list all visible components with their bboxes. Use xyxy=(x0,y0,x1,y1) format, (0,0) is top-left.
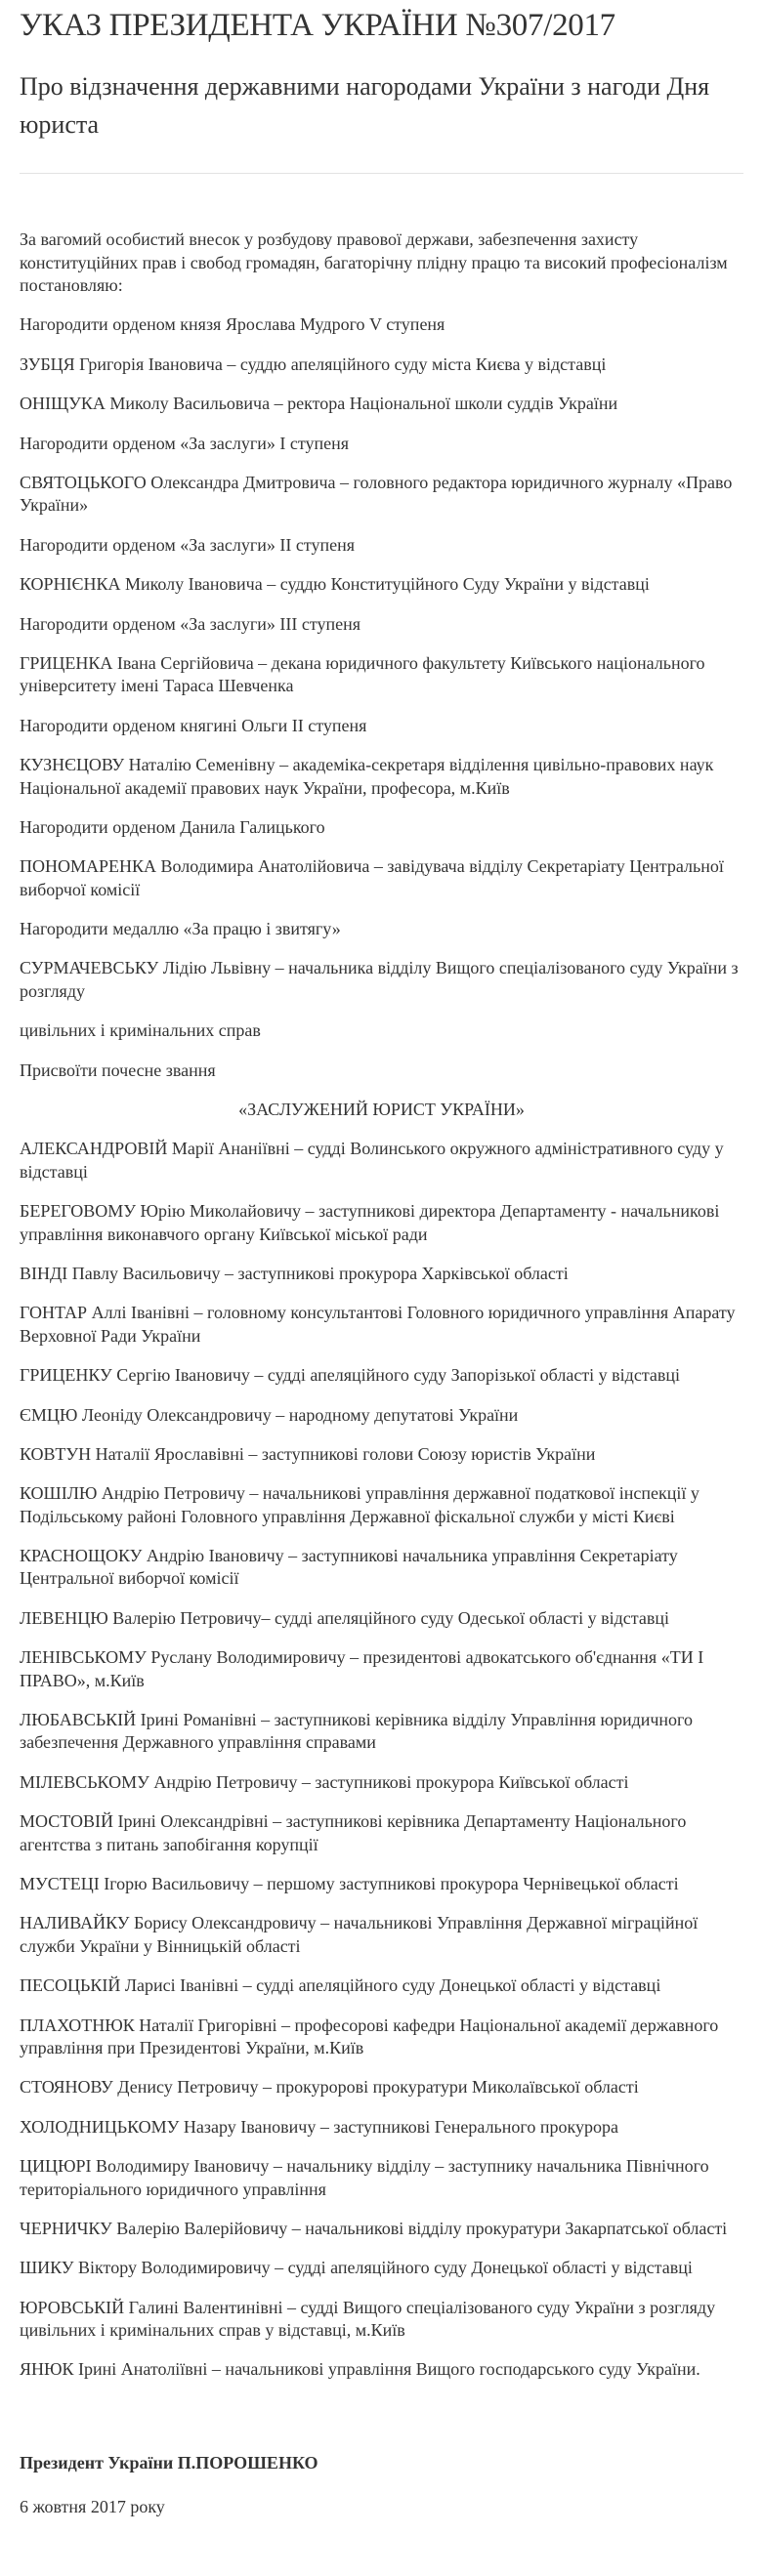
honorary-title-heading: «ЗАСЛУЖЕНИЙ ЮРИСТ УКРАЇНИ» xyxy=(238,1100,525,1120)
paragraph: Нагородити орденом князя Ярослава Мудрого V ступеня xyxy=(20,314,445,335)
paragraph: За вагомий особистий внесок у розбудову правової держави, забезпечення захисту конституційних прав і свобод громадян, багаторічну плідну працю та високий професіоналізм постановляю: xyxy=(20,229,728,296)
paragraph: МОСТОВІЙ Ірині Олександрівні – заступникові керівника Департаменту Національного агентства з питань запобігання корупції xyxy=(20,1811,687,1854)
paragraph: СТОЯНОВУ Денису Петровичу – прокуророві прокуратури Миколаївської області xyxy=(20,2077,639,2098)
paragraph: ГРИЦЕНКА Івана Сергійовича – декана юридичного факультету Київського національного університету імені Тараса Шевченка xyxy=(20,652,705,696)
paragraph: ХОЛОДНИЦЬКОМУ Назару Івановичу – заступникові Генерального прокурора xyxy=(20,2116,618,2137)
page-title: УКАЗ ПРЕЗИДЕНТА УКРАЇНИ №307/2017 xyxy=(20,8,615,43)
paragraph: ЄМЦЮ Леоніду Олександровичу – народному депутатові України xyxy=(20,1404,519,1425)
paragraph: Присвоїти почесне звання xyxy=(20,1059,216,1080)
paragraph: СВЯТОЦЬКОГО Олександра Дмитровича – головного редактора юридичного журналу «Право України» xyxy=(20,472,733,516)
paragraph: Нагородити орденом Данила Галицького xyxy=(20,816,325,837)
paragraph: БЕРЕГОВОМУ Юрію Миколайовичу – заступникові директора Департаменту - начальникові управління виконавчого органу Київської міської ради xyxy=(20,1201,720,1244)
paragraph: ЛЕВЕНЦЮ Валерію Петровичу– судді апеляційного суду Одеської області у відставці xyxy=(20,1607,669,1628)
paragraph: ОНІЩУКА Миколу Васильовича – ректора Національної школи суддів України xyxy=(20,394,618,414)
paragraph: Нагородити медаллю «За працю і звитягу» xyxy=(20,919,341,939)
paragraph: Нагородити орденом «За заслуги» II ступеня xyxy=(20,534,356,555)
paragraph: ГОНТАР Аллі Іванівні – головному консультантові Головного юридичного управління Апарату Верховної Ради України xyxy=(20,1303,736,1346)
paragraph: КОРНІЄНКА Миколу Івановича – суддю Конституційного Суду України у відставці xyxy=(20,574,650,595)
paragraph: цивільних і кримінальних справ xyxy=(20,1020,261,1041)
decree-date: 6 жовтня 2017 року xyxy=(20,2497,165,2517)
paragraph: ЛЕНІВСЬКОМУ Руслану Володимировичу – президентові адвокатського об'єднання «ТИ І ПРАВО», м.Київ xyxy=(20,1647,704,1690)
paragraph: ЛЮБАВСЬКІЙ Ірині Романівні – заступникові керівника відділу Управління юридичного забезпечення Державного управління справами xyxy=(20,1710,693,1753)
paragraph: Нагородити орденом «За заслуги» III ступеня xyxy=(20,613,361,634)
paragraph: ЯНЮК Ірині Анатоліївні – начальникові управління Вищого господарського суду України. xyxy=(20,2359,700,2380)
paragraph: ВІНДІ Павлу Васильовичу – заступникові прокурора Харківської області xyxy=(20,1263,569,1283)
page-subtitle: Про відзначення державними нагородами України з нагоди Дня юриста xyxy=(20,72,710,140)
paragraph: НАЛИВАЙКУ Борису Олександровичу – начальникові Управління Державної міграційної служби України у Вінницькій області xyxy=(20,1913,699,1956)
paragraph: ПЕСОЦЬКІЙ Ларисі Іванівні – судді апеляційного суду Донецької області у відставці xyxy=(20,1975,661,1996)
paragraph: ЗУБЦЯ Григорія Івановича – суддю апеляційного суду міста Києва у відставці xyxy=(20,353,607,374)
signature: Президент України П.ПОРОШЕНКО xyxy=(20,2452,318,2472)
paragraph: МІЛЕВСЬКОМУ Андрію Петровичу – заступникові прокурора Київської області xyxy=(20,1771,629,1792)
decree-body xyxy=(20,174,743,2382)
paragraph: ЦИЦЮРІ Володимиру Івановичу – начальнику відділу – заступнику начальника Північного територіального юридичного управління xyxy=(20,2156,709,2199)
paragraph: Нагородити орденом княгині Ольги II ступеня xyxy=(20,715,367,735)
paragraph: ГРИЦЕНКУ Сергію Івановичу – судді апеляційного суду Запорізької області у відставці xyxy=(20,1365,681,1386)
paragraph: ЮРОВСЬКІЙ Галині Валентинівні – судді Вищого спеціалізованого суду України з розгляду цивільних і кримінальних справ у відставці, м.Київ xyxy=(20,2297,716,2341)
paragraph: КРАСНОЩОКУ Андрію Івановичу – заступникові начальника управління Секретаріату Центральної виборчої комісії xyxy=(20,1546,678,1589)
paragraph: ШИКУ Віктору Володимировичу – судді апеляційного суду Донецької області у відставці xyxy=(20,2258,693,2278)
paragraph: АЛЕКСАНДРОВІЙ Марії Ананіївні – судді Волинського окружного адміністративного суду у відставці xyxy=(20,1139,724,1182)
paragraph: КОВТУН Наталії Ярославівні – заступникові голови Союзу юристів України xyxy=(20,1443,596,1464)
paragraph: Нагородити орденом «За заслуги» I ступеня xyxy=(20,433,350,453)
paragraph: ЧЕРНИЧКУ Валерію Валерійовичу – начальникові відділу прокуратури Закарпатської області xyxy=(20,2218,728,2238)
paragraph: МУСТЕЦІ Ігорю Васильовичу – першому заступникові прокурора Чернівецької області xyxy=(20,1874,679,1893)
paragraph: СУРМАЧЕВСЬКУ Лідію Львівну – начальника відділу Вищого спеціалізованого суду України з розгляду xyxy=(20,958,739,1001)
paragraph: КОШІЛЮ Андрію Петровичу – начальникові управління державної податкової інспекції у Подільському районі Головного управління Державної фіскальної служби у місті Києві xyxy=(20,1483,699,1526)
paragraph: ПЛАХОТНЮК Наталії Григорівні – професорові кафедри Національної академії державного управління при Президентові України, м.Київ xyxy=(20,2015,719,2057)
paragraph: КУЗНЄЦОВУ Наталію Семенівну – академіка-секретаря відділення цивільно-правових наук Національної академії правових наук України, професора, м.Київ xyxy=(20,755,714,798)
paragraph: ПОНОМАРЕНКА Володимира Анатолійовича – завідувача відділу Секретаріату Центральної виборчої комісії xyxy=(20,856,724,899)
